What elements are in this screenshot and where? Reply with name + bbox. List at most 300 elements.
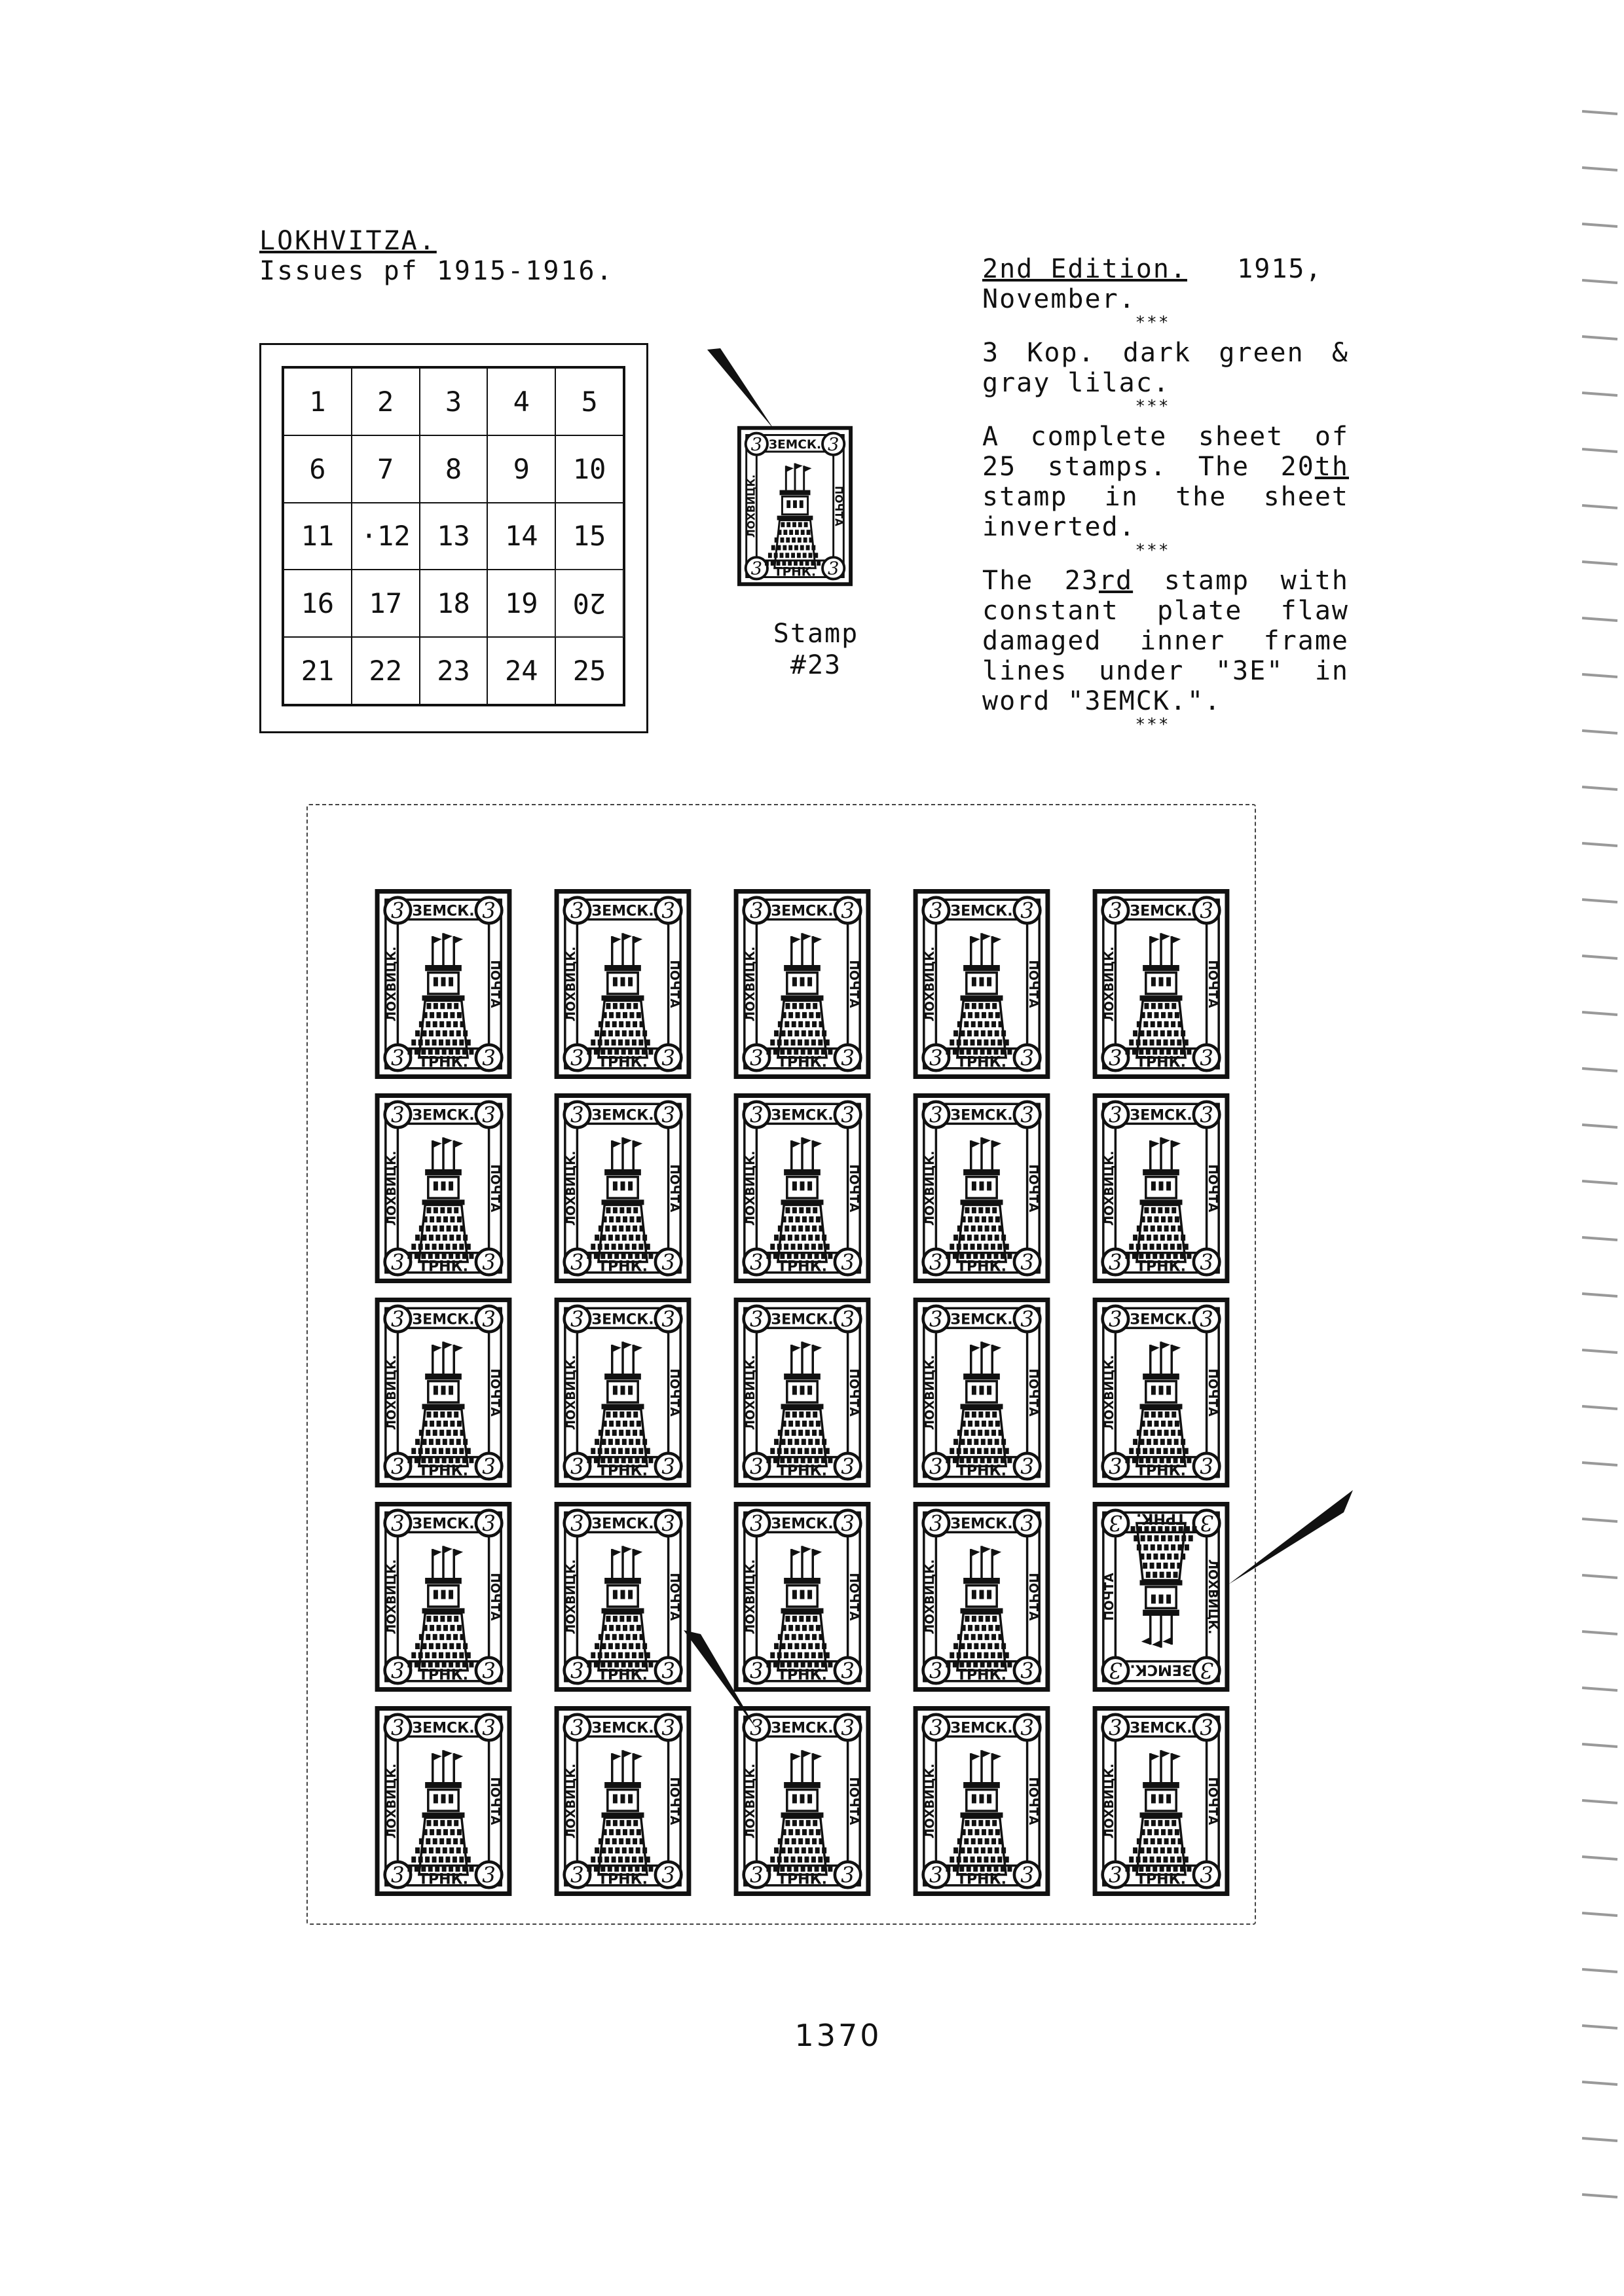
svg-text:ЛОХВИЦК.: ЛОХВИЦК. bbox=[745, 474, 758, 538]
svg-text:3: 3 bbox=[391, 1863, 405, 1888]
svg-text:3: 3 bbox=[929, 1658, 943, 1684]
svg-text:ТРНК.: ТРНК. bbox=[598, 1054, 648, 1071]
svg-text:ЛОХВИЦК.: ЛОХВИЦК. bbox=[743, 1150, 758, 1226]
svg-text:ТРНК.: ТРНК. bbox=[957, 1054, 1006, 1071]
edition-year: 1915, bbox=[1237, 254, 1323, 284]
svg-text:3: 3 bbox=[750, 1046, 764, 1071]
svg-text:3: 3 bbox=[482, 1454, 496, 1480]
svg-text:3: 3 bbox=[1200, 1046, 1213, 1071]
svg-text:ТРНК.: ТРНК. bbox=[1136, 1054, 1186, 1071]
svg-text:ЛОХВИЦК.: ЛОХВИЦК. bbox=[923, 1355, 937, 1430]
svg-text:ТРНК.: ТРНК. bbox=[777, 1054, 827, 1071]
svg-text:3: 3 bbox=[1020, 1102, 1034, 1128]
stamp-image bbox=[731, 1706, 874, 1896]
sheet-stamp bbox=[731, 1298, 874, 1487]
svg-text:ТРНК.: ТРНК. bbox=[1136, 1258, 1186, 1275]
sheet-stamp bbox=[551, 1298, 694, 1487]
binder-margin-marks bbox=[1572, 98, 1624, 2259]
svg-text:3: 3 bbox=[1109, 1307, 1122, 1332]
sheet-stamp bbox=[1090, 889, 1232, 1079]
svg-text:ТРНК.: ТРНК. bbox=[598, 1871, 648, 1888]
svg-text:3: 3 bbox=[482, 898, 496, 924]
svg-text:ТРНК.: ТРНК. bbox=[957, 1871, 1006, 1888]
svg-text:ТРНК.: ТРНК. bbox=[1136, 1871, 1186, 1888]
grid-cell: 5 bbox=[555, 368, 623, 435]
svg-text:3: 3 bbox=[841, 1046, 855, 1071]
stamp-image bbox=[910, 1298, 1053, 1487]
svg-text:3: 3 bbox=[1020, 1658, 1034, 1684]
svg-text:ПОЧТА: ПОЧТА bbox=[1026, 1164, 1041, 1212]
svg-text:ЛОХВИЦК.: ЛОХВИЦК. bbox=[1102, 946, 1116, 1022]
grid-cell: 22 bbox=[352, 637, 420, 704]
svg-text:3: 3 bbox=[1200, 1657, 1213, 1683]
position-grid bbox=[282, 366, 625, 706]
svg-text:3: 3 bbox=[750, 1307, 764, 1332]
sheet-stamp bbox=[910, 1502, 1053, 1692]
svg-text:3: 3 bbox=[1109, 1454, 1122, 1480]
flaw-text-ordinal: rd bbox=[1098, 566, 1134, 596]
svg-text:3: 3 bbox=[929, 898, 943, 924]
grid-cell: 14 bbox=[487, 503, 555, 570]
svg-text:3: 3 bbox=[750, 1511, 764, 1537]
svg-text:3: 3 bbox=[750, 1102, 764, 1128]
svg-text:ЗЕМСК.: ЗЕМСК. bbox=[1130, 1311, 1192, 1328]
stamp-image bbox=[551, 889, 694, 1079]
svg-text:3: 3 bbox=[841, 1863, 855, 1888]
grid-cell: 6 bbox=[284, 435, 352, 503]
page-title: LOKHVITZA. bbox=[259, 226, 437, 256]
svg-text:ЗЕМСК.: ЗЕМСК. bbox=[950, 1516, 1013, 1533]
svg-text:3: 3 bbox=[929, 1454, 943, 1480]
svg-text:3: 3 bbox=[391, 1715, 405, 1741]
stamp-image bbox=[372, 1706, 515, 1896]
svg-text:ЛОХВИЦК.: ЛОХВИЦК. bbox=[384, 1150, 399, 1226]
svg-text:3: 3 bbox=[570, 1454, 584, 1480]
svg-text:3: 3 bbox=[482, 1102, 496, 1128]
svg-text:ТРНК.: ТРНК. bbox=[777, 1667, 827, 1684]
svg-text:ТРНК.: ТРНК. bbox=[777, 1871, 827, 1888]
svg-text:3: 3 bbox=[570, 1307, 584, 1332]
stamp-image bbox=[551, 1298, 694, 1487]
svg-text:3: 3 bbox=[1020, 1046, 1034, 1071]
grid-cell: 13 bbox=[420, 503, 488, 570]
svg-text:ПОЧТА: ПОЧТА bbox=[667, 1573, 682, 1621]
svg-text:3: 3 bbox=[482, 1715, 496, 1741]
stamp-image bbox=[372, 1093, 515, 1283]
sheet-text-before: A complete sheet of 25 stamps. The 20 bbox=[982, 422, 1349, 482]
svg-text:ЛОХВИЦК.: ЛОХВИЦК. bbox=[923, 946, 937, 1022]
svg-text:3: 3 bbox=[1020, 1863, 1034, 1888]
grid-cell: 17 bbox=[352, 570, 420, 637]
svg-text:3: 3 bbox=[1109, 1510, 1122, 1535]
svg-text:3: 3 bbox=[841, 1250, 855, 1275]
grid-cell: 23 bbox=[420, 637, 488, 704]
grid-cell: 7 bbox=[352, 435, 420, 503]
svg-text:ПОЧТА: ПОЧТА bbox=[1206, 1368, 1220, 1417]
grid-cell: 16 bbox=[284, 570, 352, 637]
svg-text:3: 3 bbox=[750, 1863, 764, 1888]
svg-text:3: 3 bbox=[1020, 1715, 1034, 1741]
stamp-image bbox=[1090, 1093, 1232, 1283]
grid-cell: 10 bbox=[555, 435, 623, 503]
svg-text:ЛОХВИЦК.: ЛОХВИЦК. bbox=[564, 1559, 578, 1635]
edition-month: November. bbox=[982, 284, 1136, 314]
svg-text:3: 3 bbox=[391, 1658, 405, 1684]
svg-text:3: 3 bbox=[841, 1511, 855, 1537]
svg-text:ПОЧТА: ПОЧТА bbox=[488, 1164, 502, 1212]
svg-text:3: 3 bbox=[1109, 898, 1122, 924]
single-stamp-pointer bbox=[706, 347, 778, 432]
svg-text:ЗЕМСК.: ЗЕМСК. bbox=[950, 1107, 1013, 1124]
svg-text:3: 3 bbox=[570, 1046, 584, 1071]
svg-text:ЗЕМСК.: ЗЕМСК. bbox=[771, 1720, 834, 1737]
caption-line-2: #23 bbox=[790, 650, 842, 680]
caption-line-1: Stamp bbox=[773, 619, 859, 649]
grid-cell: 21 bbox=[284, 637, 352, 704]
inverted-stamp-pointer bbox=[1225, 1486, 1356, 1591]
svg-text:ЗЕМСК.: ЗЕМСК. bbox=[591, 1516, 654, 1533]
sheet-stamp bbox=[372, 1502, 515, 1692]
grid-cell: 4 bbox=[487, 368, 555, 435]
svg-text:3: 3 bbox=[841, 1658, 855, 1684]
stamp-image bbox=[1090, 1502, 1232, 1692]
svg-text:3: 3 bbox=[661, 1511, 675, 1537]
svg-text:3: 3 bbox=[1109, 1863, 1122, 1888]
svg-text:ПОЧТА: ПОЧТА bbox=[847, 1164, 861, 1212]
svg-text:ПОЧТА: ПОЧТА bbox=[667, 960, 682, 1008]
sheet-stamp bbox=[372, 1706, 515, 1896]
svg-text:3: 3 bbox=[1109, 1657, 1122, 1683]
svg-text:3: 3 bbox=[929, 1715, 943, 1741]
separator: *** bbox=[1135, 313, 1170, 333]
sheet-text-ordinal: th bbox=[1314, 452, 1349, 482]
svg-text:3: 3 bbox=[482, 1863, 496, 1888]
svg-text:ТРНК.: ТРНК. bbox=[418, 1667, 468, 1684]
svg-text:3: 3 bbox=[841, 1454, 855, 1480]
sheet-stamp bbox=[372, 889, 515, 1079]
separator: *** bbox=[1135, 541, 1170, 560]
svg-text:3: 3 bbox=[1109, 1250, 1122, 1275]
svg-text:3: 3 bbox=[1020, 1511, 1034, 1537]
svg-text:ТРНК.: ТРНК. bbox=[418, 1871, 468, 1888]
svg-text:ТРНК.: ТРНК. bbox=[418, 1054, 468, 1071]
svg-text:ТРНК.: ТРНК. bbox=[1136, 1463, 1186, 1480]
svg-text:3: 3 bbox=[841, 1307, 855, 1332]
svg-text:ЗЕМСК.: ЗЕМСК. bbox=[1130, 903, 1192, 920]
svg-text:3: 3 bbox=[482, 1511, 496, 1537]
svg-text:ЗЕМСК.: ЗЕМСК. bbox=[950, 903, 1013, 920]
grid-cell: 9 bbox=[487, 435, 555, 503]
svg-text:ЛОХВИЦК.: ЛОХВИЦК. bbox=[564, 1355, 578, 1430]
svg-text:ТРНК.: ТРНК. bbox=[598, 1667, 648, 1684]
svg-text:ЛОХВИЦК.: ЛОХВИЦК. bbox=[1102, 1150, 1116, 1226]
stamp-image bbox=[1090, 1706, 1232, 1896]
svg-text:ТРНК.: ТРНК. bbox=[598, 1258, 648, 1275]
flaw-stamp-pointer bbox=[681, 1628, 760, 1732]
stamp-image bbox=[1090, 1298, 1232, 1487]
svg-text:ЗЕМСК.: ЗЕМСК. bbox=[950, 1311, 1013, 1328]
stamp-image bbox=[372, 1502, 515, 1692]
svg-text:ТРНК.: ТРНК. bbox=[957, 1667, 1006, 1684]
sheet-stamp bbox=[551, 1706, 694, 1896]
svg-text:ПОЧТА: ПОЧТА bbox=[1026, 960, 1041, 1008]
svg-text:3: 3 bbox=[1109, 1715, 1122, 1741]
svg-text:3: 3 bbox=[391, 1250, 405, 1275]
stamp-image bbox=[731, 889, 874, 1079]
svg-text:ТРНК.: ТРНК. bbox=[598, 1463, 648, 1480]
svg-text:3: 3 bbox=[661, 1250, 675, 1275]
svg-text:3: 3 bbox=[482, 1307, 496, 1332]
flaw-text-after: stamp with constant plate flaw damaged inner frame lines under "ЗЕ" in word "ЗЕМСК.". bbox=[982, 566, 1349, 716]
sheet-stamp bbox=[910, 889, 1053, 1079]
svg-text:3: 3 bbox=[391, 1102, 405, 1128]
svg-text:3: 3 bbox=[750, 1454, 764, 1480]
svg-text:3: 3 bbox=[391, 1511, 405, 1537]
svg-text:ТРНК.: ТРНК. bbox=[1136, 1510, 1186, 1527]
svg-text:ПОЧТА: ПОЧТА bbox=[1206, 1777, 1220, 1825]
svg-text:ПОЧТА: ПОЧТА bbox=[847, 1368, 861, 1417]
svg-text:3: 3 bbox=[1020, 1250, 1034, 1275]
svg-text:ЛОХВИЦК.: ЛОХВИЦК. bbox=[743, 1763, 758, 1839]
svg-text:3: 3 bbox=[482, 1250, 496, 1275]
svg-text:ЗЕМСК.: ЗЕМСК. bbox=[1130, 1661, 1192, 1678]
svg-text:3: 3 bbox=[661, 1454, 675, 1480]
sheet-stamp bbox=[910, 1093, 1053, 1283]
sheet-stamp bbox=[551, 1502, 694, 1692]
svg-text:ПОЧТА: ПОЧТА bbox=[667, 1164, 682, 1212]
svg-text:3: 3 bbox=[1200, 898, 1213, 924]
svg-text:ЛОХВИЦК.: ЛОХВИЦК. bbox=[384, 1763, 399, 1839]
svg-text:ЗЕМСК.: ЗЕМСК. bbox=[591, 1107, 654, 1124]
svg-text:ЛОХВИЦК.: ЛОХВИЦК. bbox=[923, 1559, 937, 1635]
svg-text:ТРНК.: ТРНК. bbox=[773, 565, 817, 579]
page-number: 1370 bbox=[794, 2018, 882, 2053]
svg-text:3: 3 bbox=[661, 1863, 675, 1888]
svg-text:ПОЧТА: ПОЧТА bbox=[847, 1573, 861, 1621]
svg-text:3: 3 bbox=[1200, 1510, 1213, 1535]
svg-text:3: 3 bbox=[929, 1863, 943, 1888]
svg-text:3: 3 bbox=[827, 558, 840, 579]
svg-text:3: 3 bbox=[1200, 1863, 1213, 1888]
svg-text:3: 3 bbox=[391, 1046, 405, 1071]
grid-cell: ·12 bbox=[352, 503, 420, 570]
stamp-image bbox=[372, 889, 515, 1079]
grid-cell: 8 bbox=[420, 435, 488, 503]
svg-text:ПОЧТА: ПОЧТА bbox=[1026, 1368, 1041, 1417]
svg-text:ПОЧТА: ПОЧТА bbox=[488, 1777, 502, 1825]
page-heading bbox=[259, 226, 614, 286]
stamp-image bbox=[551, 1706, 694, 1896]
svg-text:ПОЧТА: ПОЧТА bbox=[847, 1777, 861, 1825]
page-subtitle: Issues pf 1915-1916. bbox=[259, 256, 614, 286]
sheet-text-after: stamp in the sheet inverted. bbox=[982, 482, 1349, 542]
svg-text:3: 3 bbox=[1109, 1102, 1122, 1128]
svg-text:3: 3 bbox=[750, 1715, 764, 1741]
svg-text:3: 3 bbox=[929, 1102, 943, 1128]
svg-text:ЛОХВИЦК.: ЛОХВИЦК. bbox=[743, 946, 758, 1022]
svg-text:ЗЕМСК.: ЗЕМСК. bbox=[771, 903, 834, 920]
sheet-stamp bbox=[910, 1706, 1053, 1896]
svg-text:3: 3 bbox=[929, 1307, 943, 1332]
sheet-stamp bbox=[372, 1093, 515, 1283]
inverted-stamp bbox=[1090, 1502, 1232, 1692]
sheet-description bbox=[982, 422, 1349, 542]
svg-text:3: 3 bbox=[570, 1863, 584, 1888]
svg-text:ПОЧТА: ПОЧТА bbox=[1026, 1777, 1041, 1825]
svg-text:3: 3 bbox=[750, 558, 763, 579]
sheet-stamp bbox=[1090, 1706, 1232, 1896]
svg-text:ЗЕМСК.: ЗЕМСК. bbox=[412, 1311, 475, 1328]
svg-text:ЛОХВИЦК.: ЛОХВИЦК. bbox=[923, 1150, 937, 1226]
svg-text:ЛОХВИЦК.: ЛОХВИЦК. bbox=[1102, 1763, 1116, 1839]
single-stamp-23 bbox=[737, 424, 853, 588]
grid-cell: 25 bbox=[555, 637, 623, 704]
svg-text:ТРНК.: ТРНК. bbox=[418, 1463, 468, 1480]
stamp-sheet bbox=[306, 804, 1256, 1925]
svg-text:ТРНК.: ТРНК. bbox=[418, 1258, 468, 1275]
svg-text:ЛОХВИЦК.: ЛОХВИЦК. bbox=[743, 1559, 758, 1635]
svg-text:ЗЕМСК.: ЗЕМСК. bbox=[412, 903, 475, 920]
svg-text:3: 3 bbox=[1200, 1454, 1213, 1480]
svg-text:3: 3 bbox=[570, 1102, 584, 1128]
svg-text:ПОЧТА: ПОЧТА bbox=[488, 1573, 502, 1621]
svg-text:3: 3 bbox=[661, 1658, 675, 1684]
svg-text:3: 3 bbox=[1200, 1715, 1213, 1741]
svg-text:ПОЧТА: ПОЧТА bbox=[832, 486, 845, 526]
svg-text:ПОЧТА: ПОЧТА bbox=[847, 960, 861, 1008]
svg-text:ПОЧТА: ПОЧТА bbox=[488, 1368, 502, 1417]
stamp-image bbox=[372, 1298, 515, 1487]
svg-text:ЛОХВИЦК.: ЛОХВИЦК. bbox=[743, 1355, 758, 1430]
svg-text:3: 3 bbox=[570, 1715, 584, 1741]
svg-text:ЗЕМСК.: ЗЕМСК. bbox=[771, 1311, 834, 1328]
svg-text:ЛОХВИЦК.: ЛОХВИЦК. bbox=[1206, 1559, 1220, 1635]
svg-text:3: 3 bbox=[750, 434, 763, 455]
svg-text:ПОЧТА: ПОЧТА bbox=[488, 960, 502, 1008]
flaw-description bbox=[982, 566, 1349, 716]
svg-text:ЗЕМСК.: ЗЕМСК. bbox=[591, 1720, 654, 1737]
svg-text:3: 3 bbox=[482, 1046, 496, 1071]
svg-text:ТРНК.: ТРНК. bbox=[777, 1463, 827, 1480]
svg-text:ПОЧТА: ПОЧТА bbox=[667, 1368, 682, 1417]
flaw-text-before: The 23 bbox=[982, 566, 1099, 596]
svg-text:3: 3 bbox=[482, 1658, 496, 1684]
grid-cell: 1 bbox=[284, 368, 352, 435]
separator: *** bbox=[1135, 397, 1170, 416]
sheet-stamp bbox=[1090, 1298, 1232, 1487]
edition-label: 2nd Edition. bbox=[982, 254, 1187, 284]
svg-text:3: 3 bbox=[570, 1511, 584, 1537]
svg-text:ЗЕМСК.: ЗЕМСК. bbox=[768, 438, 822, 452]
svg-text:ТРНК.: ТРНК. bbox=[957, 1258, 1006, 1275]
svg-text:3: 3 bbox=[1109, 1046, 1122, 1071]
svg-text:3: 3 bbox=[750, 898, 764, 924]
svg-text:ЗЕМСК.: ЗЕМСК. bbox=[950, 1720, 1013, 1737]
stamp-image bbox=[910, 1706, 1053, 1896]
svg-text:ЛОХВИЦК.: ЛОХВИЦК. bbox=[923, 1763, 937, 1839]
svg-text:3: 3 bbox=[1200, 1250, 1213, 1275]
separator: *** bbox=[1135, 715, 1170, 735]
svg-text:3: 3 bbox=[661, 1046, 675, 1071]
svg-text:ПОЧТА: ПОЧТА bbox=[1026, 1573, 1041, 1621]
grid-cell: 3 bbox=[420, 368, 488, 435]
svg-text:3: 3 bbox=[1200, 1307, 1213, 1332]
svg-text:3: 3 bbox=[391, 1307, 405, 1332]
svg-text:3: 3 bbox=[929, 1511, 943, 1537]
svg-text:3: 3 bbox=[661, 1715, 675, 1741]
svg-text:ЗЕМСК.: ЗЕМСК. bbox=[1130, 1107, 1192, 1124]
single-stamp-caption bbox=[750, 618, 881, 681]
denomination-text: 3 Kop. dark green & gray lilac. bbox=[982, 338, 1349, 398]
svg-text:3: 3 bbox=[661, 1307, 675, 1332]
svg-text:3: 3 bbox=[570, 1250, 584, 1275]
svg-text:ЗЕМСК.: ЗЕМСК. bbox=[412, 1107, 475, 1124]
sheet-stamp bbox=[910, 1298, 1053, 1487]
svg-text:ЛОХВИЦК.: ЛОХВИЦК. bbox=[564, 1763, 578, 1839]
sheet-stamp bbox=[551, 889, 694, 1079]
flawed-stamp bbox=[731, 1706, 874, 1896]
svg-text:3: 3 bbox=[750, 1250, 764, 1275]
edition-line bbox=[982, 254, 1349, 284]
sheet-stamp bbox=[551, 1093, 694, 1283]
svg-text:ЛОХВИЦК.: ЛОХВИЦК. bbox=[384, 1355, 399, 1430]
svg-text:3: 3 bbox=[661, 1102, 675, 1128]
grid-cell: 18 bbox=[420, 570, 488, 637]
svg-text:3: 3 bbox=[827, 434, 840, 455]
svg-text:3: 3 bbox=[661, 898, 675, 924]
grid-cell: 2 bbox=[352, 368, 420, 435]
svg-text:ПОЧТА: ПОЧТА bbox=[1102, 1573, 1116, 1621]
svg-text:ТРНК.: ТРНК. bbox=[957, 1463, 1006, 1480]
svg-text:ЗЕМСК.: ЗЕМСК. bbox=[771, 1516, 834, 1533]
svg-text:ЛОХВИЦК.: ЛОХВИЦК. bbox=[1102, 1355, 1116, 1430]
svg-text:3: 3 bbox=[841, 1102, 855, 1128]
issue-description bbox=[982, 254, 1349, 740]
svg-text:ПОЧТА: ПОЧТА bbox=[1206, 1164, 1220, 1212]
svg-text:ЗЕМСК.: ЗЕМСК. bbox=[591, 903, 654, 920]
svg-text:3: 3 bbox=[750, 1658, 764, 1684]
stamp-image bbox=[731, 1298, 874, 1487]
svg-text:3: 3 bbox=[1020, 1454, 1034, 1480]
svg-text:3: 3 bbox=[570, 1658, 584, 1684]
svg-text:3: 3 bbox=[1200, 1102, 1213, 1128]
svg-text:3: 3 bbox=[570, 898, 584, 924]
grid-cell: 15 bbox=[555, 503, 623, 570]
stamp-image bbox=[737, 424, 853, 588]
svg-text:ЗЕМСК.: ЗЕМСК. bbox=[591, 1311, 654, 1328]
grid-cell: 11 bbox=[284, 503, 352, 570]
grid-cell: 19 bbox=[487, 570, 555, 637]
stamp-image bbox=[910, 1502, 1053, 1692]
stamp-image bbox=[551, 1093, 694, 1283]
sheet-stamp bbox=[731, 1093, 874, 1283]
sheet-stamp bbox=[731, 889, 874, 1079]
sheet-position-diagram bbox=[259, 343, 648, 733]
stamp-image bbox=[910, 1093, 1053, 1283]
svg-text:ЗЕМСК.: ЗЕМСК. bbox=[412, 1516, 475, 1533]
svg-text:3: 3 bbox=[391, 1454, 405, 1480]
svg-text:3: 3 bbox=[841, 1715, 855, 1741]
svg-text:3: 3 bbox=[1020, 898, 1034, 924]
stamp-image bbox=[551, 1502, 694, 1692]
stamp-image bbox=[1090, 889, 1232, 1079]
svg-text:3: 3 bbox=[929, 1250, 943, 1275]
svg-text:3: 3 bbox=[841, 898, 855, 924]
svg-text:ПОЧТА: ПОЧТА bbox=[667, 1777, 682, 1825]
stamp-image bbox=[910, 889, 1053, 1079]
svg-text:ЗЕМСК.: ЗЕМСК. bbox=[1130, 1720, 1192, 1737]
svg-text:ЗЕМСК.: ЗЕМСК. bbox=[771, 1107, 834, 1124]
